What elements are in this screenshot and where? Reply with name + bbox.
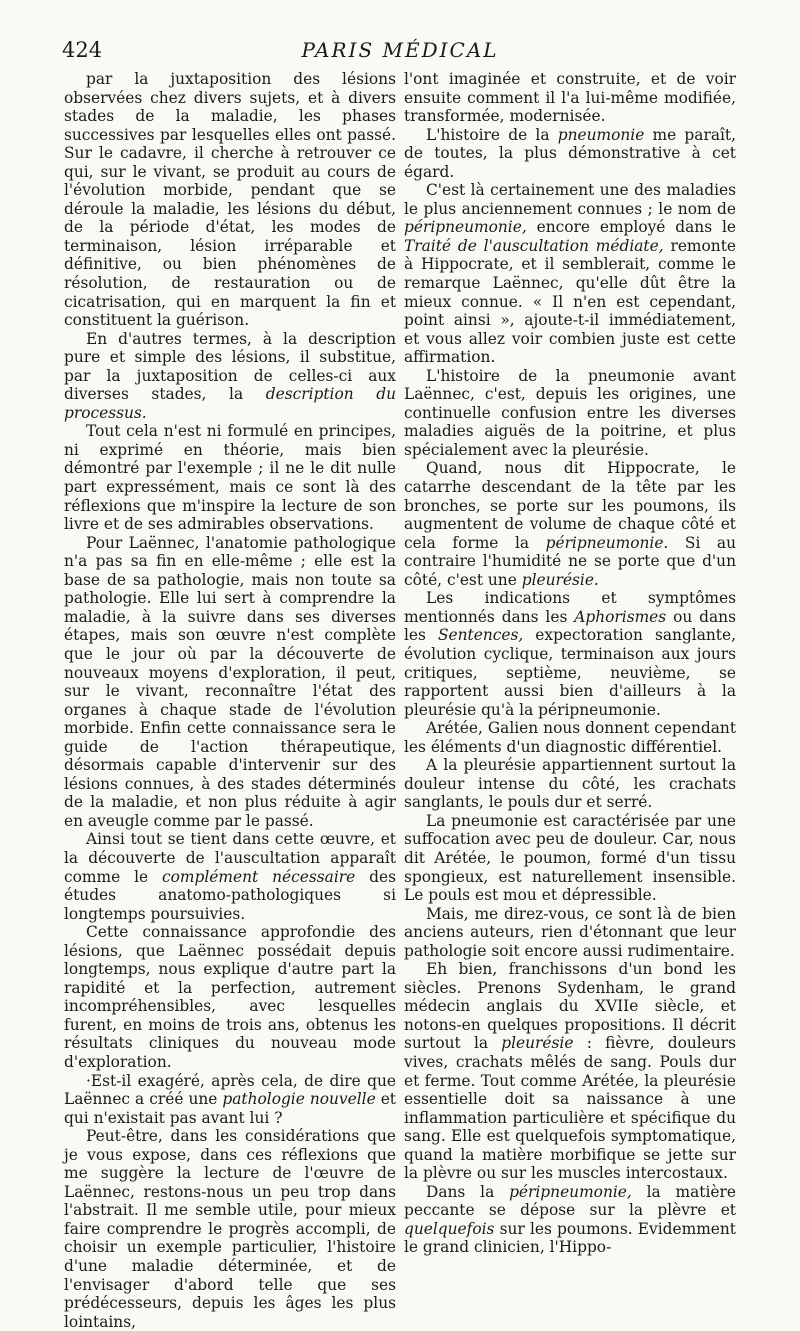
text-run: Arétée, Galien nous donnent cependant les éléments d'un diagnostic différentiel. [404,719,736,756]
text-run: L'histoire de la [426,125,558,144]
text-run: Ainsi tout se tient dans cette œuvre, et la découverte de l'auscultation apparaît comme le [64,830,396,886]
text-run: Eh bien, franchissons d'un bond les siècles. Prenons Sydenham, le grand médecin anglais du XVIIe siècle, et notons-en quelques propositions. Il décrit surtout la [404,960,736,1053]
page-number: 424 [62,38,103,62]
running-title: PARIS MÉDICAL [301,38,499,62]
italic-text: quelquefois [404,1219,495,1238]
text-run: La pneumonie est caractérisée par une suffocation avec peu de douleur. Car, nous dit Arétée, le poumon, formé d'un tissu spongieux, est naturellement insensible. Le pouls est mou et dépressible. [404,811,736,905]
paragraph [64,534,396,831]
paragraph [404,1183,736,1257]
paragraph [64,1127,396,1331]
paragraph [404,70,736,126]
italic-text: pleurésie. [521,570,599,589]
page-header [62,38,738,68]
paragraph [404,589,736,719]
text-run: par la juxtaposition des lésions observées chez divers sujets, et à divers stades de la maladie, les phases successives par lesquelles elles ont passé. Sur le cadavre, il cherche à retrouver ce qui, sur le vivant, se produit au cours de l'évolution morbide, pendant que se déroule la maladie, les lésions du début, de la période d'état, les modes de terminaison, lésion irréparable et définitive, ou bien phénomènes de résolution, de restauration ou de cicatrisation, qui en marquent la fin et constituent la guérison. [64,70,396,330]
paragraph [64,830,396,923]
text-run: l'ont imaginée et construite, et de voir ensuite comment il l'a lui-même modifiée, transformée, modernisée. [404,70,736,126]
italic-text: pleurésie [501,1034,574,1053]
paragraph [404,459,736,589]
paragraph [64,422,396,533]
left-column [64,70,396,1331]
text-run: encore employé dans le [526,218,736,237]
text-run: Pour Laënnec, l'anatomie pathologique n'a pas sa fin en elle-même ; elle est la base de sa pathologie, mais non toute sa pathologie. Elle lui sert à comprendre la maladie, à la suivre dans ses diverses étapes, mais son œuvre n'est complète que le jour où par la découverte de nouveaux moyens d'exploration, il peut, sur le vivant, reconnaître l'état des organes à chaque stade de l'évolution morbide. Enfin cette connaissance sera le guide de l'action thérapeutique, désormais capable d'intervenir sur des lésions connues, à des stades déterminés de la maladie, et non plus réduite à agir en aveugle comme par le passé. [64,533,396,830]
italic-text: complément nécessaire [162,867,356,886]
text-run: expectoration sanglante, évolution cyclique, terminaison aux jours critiques, septième, neuvième, se rapportent aussi bien d'ailleurs à la pleurésie qu'à la péripneumonie. [404,626,736,719]
paragraph [404,812,736,905]
paragraph [404,756,736,812]
paragraph [404,181,736,366]
text-run: A la pleurésie appartiennent surtout la douleur intense du côté, les crachats sanglants, le pouls dur et serré. [404,756,736,812]
text-run: L'histoire de la pneumonie avant Laënnec, c'est, depuis les origines, une continuelle confusion entre les diverses maladies aiguës de la poitrine, et plus spécialement avec la pleurésie. [404,366,736,459]
right-column [404,70,736,1257]
text-run: En d'autres termes, à la description pure et simple des lésions, il substitue, par la juxtaposition de celles-ci aux diverses stades, la [64,329,396,404]
paragraph [404,126,736,182]
text-run: Les indications et symptômes mentionnés dans les [404,589,736,626]
text-run: Tout cela n'est ni formulé en principes, ni exprimé en théorie, mais bien démontré par l'exemple ; il ne le dit nulle part expressément, mais ce sont là des réflexions que m'inspire la lecture de son livre et de ses admirables observations. [64,422,396,534]
paragraph [404,367,736,460]
italic-text: Aphorismes [574,607,667,626]
paragraph [404,960,736,1183]
text-run: Dans la [426,1182,510,1201]
text-run: la matière peccante se dépose sur la plèvre et [404,1182,736,1220]
paragraph [64,1072,396,1128]
text-run: des études anatomo-pathologiques si longtemps poursuivies. [64,867,396,923]
paragraph [64,330,396,423]
italic-text: Sentences, [437,626,524,645]
italic-text: péripneumonie, [404,218,527,237]
text-run: C'est là certainement une des maladies le plus anciennement connues ; le nom de [404,181,736,218]
text-run: Si au contraire l'humidité ne se porte que d'un côté, c'est une [404,533,737,589]
italic-text: péripneumonie, [509,1182,632,1201]
text-run: Mais, me direz-vous, ce sont là de bien anciens auteurs, rien d'étonnant que leur pathologie soit encore aussi rudimentaire. [404,904,736,960]
text-run: Cette connaissance approfondie des lésions, que Laënnec possédait depuis longtemps, nous explique d'autre part la rapidité et la perfection, autrement incompréhensibles, avec lesquelles furent, en moins de trois ans, obtenus les résultats cliniques du nouveau mode d'exploration. [64,923,396,1071]
text-run: remonte à Hippocrate, et il semblerait, comme le remarque Laënnec, qu'elle dût être la mieux connue. « Il n'en est cependant, point ainsi », ajoute-t-il immédiatement, et vous allez voir combien juste est cette affirmation. [404,236,736,367]
text-run: ou dans les [404,607,736,645]
text-run: Quand, nous dit Hippocrate, le catarrhe descendant de la tête par les bronches, se porte sur les poumons, ils augmentent de volume de chaque côté et cela forme la [404,459,736,552]
paragraph [64,923,396,1071]
text-run: me paraît, de toutes, la plus démonstrative à cet égard. [404,125,736,181]
text-run: sur les poumons. Evidemment le grand clinicien, l'Hippo- [404,1219,736,1257]
italic-text: description du processus. [64,385,396,422]
italic-text: Traité de l'auscultation médiate, [404,236,664,255]
text-run: : fièvre, douleurs vives, crachats mêlés de sang. Pouls dur et ferme. Tout comme Arétée, la pleurésie essentielle doit sa naissance à une inflammation particulière et spécifique du sang. Elle est quelquefois symptomatique, quand la matière morbifique se jette sur la plèvre ou sur les muscles intercostaux. [404,1034,736,1183]
text-run: Peut-être, dans les considérations que je vous expose, dans ces réflexions que me suggère la lecture de l'œuvre de Laënnec, restons-nous un peu trop dans l'abstrait. Il me semble utile, pour mieux faire comprendre le progrès accompli, de choisir un exemple particulier, l'histoire d'une maladie déterminée, et de l'envisager d'abord telle que ses prédécesseurs, depuis les âges les plus lointains, [64,1127,396,1331]
paragraph [64,70,396,330]
text-run: ·Est-il exagéré, après cela, de dire que Laënnec a créé une [64,1071,396,1109]
text-run: et qui n'existait pas avant lui ? [64,1090,396,1127]
italic-text: pathologie nouvelle [222,1090,376,1109]
italic-text: pneumonie [557,125,645,144]
paragraph [404,719,736,756]
paragraph [404,905,736,961]
italic-text: péripneumonie. [545,533,669,552]
